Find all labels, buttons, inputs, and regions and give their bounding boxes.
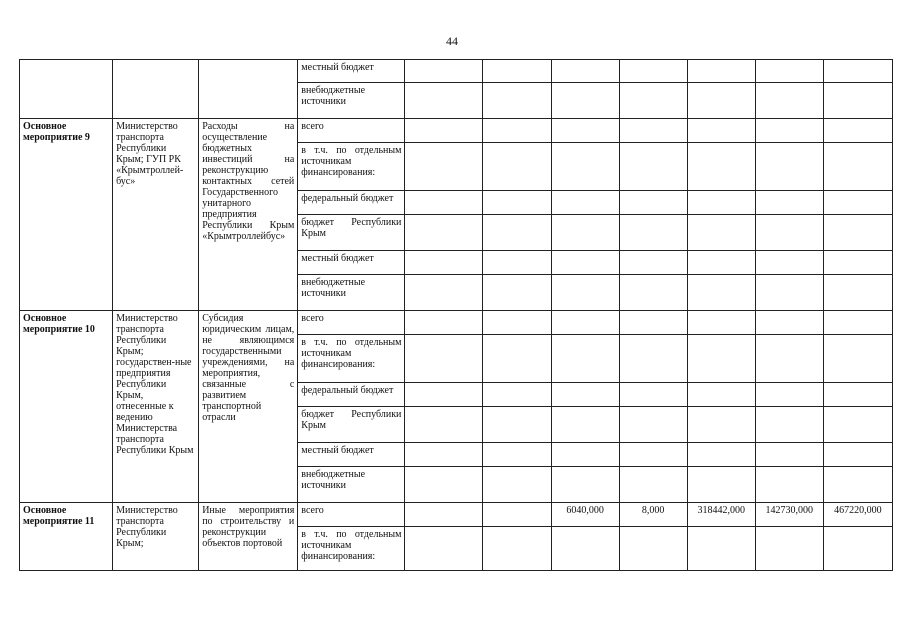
event-cell: Основное мероприятие 10 bbox=[20, 311, 113, 503]
value-cell bbox=[823, 311, 892, 335]
value-cell bbox=[551, 83, 619, 119]
value-cell bbox=[619, 191, 687, 215]
value-cell bbox=[551, 119, 619, 143]
value-cell bbox=[405, 143, 483, 191]
value-cell bbox=[551, 143, 619, 191]
value-cell bbox=[483, 275, 551, 311]
table-row bbox=[20, 503, 893, 527]
value-cell bbox=[619, 143, 687, 191]
source-cell: внебюджетные источники bbox=[298, 83, 405, 119]
value-cell bbox=[551, 527, 619, 571]
value-cell bbox=[755, 60, 823, 83]
value-cell bbox=[823, 383, 892, 407]
value-cell bbox=[823, 275, 892, 311]
executor-cell: Министерство транспорта Республики Крым; ГУП РК «Крымтроллей-бус» bbox=[113, 119, 199, 311]
value-cell bbox=[405, 119, 483, 143]
source-cell: федеральный бюджет bbox=[298, 191, 405, 215]
value-cell bbox=[619, 383, 687, 407]
value-cell: 467220,000 bbox=[823, 503, 892, 527]
value-cell bbox=[823, 527, 892, 571]
value-cell bbox=[823, 407, 892, 443]
value-cell bbox=[483, 335, 551, 383]
value-cell bbox=[405, 443, 483, 467]
value-cell bbox=[483, 503, 551, 527]
value-cell bbox=[619, 60, 687, 83]
value-cell bbox=[687, 215, 755, 251]
table-row bbox=[20, 119, 893, 143]
value-cell bbox=[823, 443, 892, 467]
value-cell bbox=[755, 335, 823, 383]
value-cell bbox=[405, 383, 483, 407]
value-cell bbox=[483, 143, 551, 191]
value-cell bbox=[405, 215, 483, 251]
source-cell: бюджет Республики Крым bbox=[298, 215, 405, 251]
value-cell bbox=[619, 215, 687, 251]
value-cell bbox=[405, 83, 483, 119]
value-cell bbox=[405, 251, 483, 275]
value-cell bbox=[551, 443, 619, 467]
executor-cell: Министерство транспорта Республики Крым; bbox=[113, 503, 199, 571]
value-cell bbox=[823, 467, 892, 503]
value-cell bbox=[823, 251, 892, 275]
value-cell bbox=[551, 251, 619, 275]
value-cell bbox=[551, 60, 619, 83]
value-cell bbox=[483, 467, 551, 503]
value-cell bbox=[551, 215, 619, 251]
value-cell bbox=[687, 143, 755, 191]
value-cell bbox=[619, 119, 687, 143]
value-cell bbox=[405, 191, 483, 215]
value-cell bbox=[823, 215, 892, 251]
description-cell: Субсидия юридическим лицам, не являющимся государственными учреждениями, на мероприятия, связанные с развитием транспортной отрасли bbox=[199, 311, 298, 503]
table-row bbox=[20, 60, 893, 83]
page-number: 44 bbox=[446, 34, 458, 48]
value-cell bbox=[755, 527, 823, 571]
value-cell: 6040,000 bbox=[551, 503, 619, 527]
value-cell bbox=[687, 527, 755, 571]
value-cell: 318442,000 bbox=[687, 503, 755, 527]
value-cell bbox=[687, 191, 755, 215]
source-cell: бюджет Республики Крым bbox=[298, 407, 405, 443]
value-cell bbox=[687, 383, 755, 407]
value-cell bbox=[551, 335, 619, 383]
description-cell: Расходы на осуществление бюджетных инвестиций на реконструкцию контактных сетей Государственного унитарного предприятия Республики Крым «Крымтроллейбус» bbox=[199, 119, 298, 311]
source-cell: всего bbox=[298, 119, 405, 143]
value-cell bbox=[687, 275, 755, 311]
value-cell bbox=[551, 275, 619, 311]
value-cell bbox=[483, 383, 551, 407]
event-cell: Основное мероприятие 9 bbox=[20, 119, 113, 311]
value-cell bbox=[755, 407, 823, 443]
source-cell: в т.ч. по отдельным источникам финансирования: bbox=[298, 143, 405, 191]
value-cell bbox=[823, 83, 892, 119]
event-cell bbox=[20, 60, 113, 119]
value-cell bbox=[619, 311, 687, 335]
source-cell: внебюджетные источники bbox=[298, 275, 405, 311]
table-row bbox=[20, 311, 893, 335]
source-cell: федеральный бюджет bbox=[298, 383, 405, 407]
source-cell: всего bbox=[298, 311, 405, 335]
value-cell bbox=[483, 527, 551, 571]
value-cell bbox=[823, 191, 892, 215]
source-cell: местный бюджет bbox=[298, 251, 405, 275]
value-cell bbox=[483, 215, 551, 251]
value-cell bbox=[687, 251, 755, 275]
value-cell bbox=[823, 60, 892, 83]
value-cell bbox=[551, 311, 619, 335]
value-cell bbox=[619, 467, 687, 503]
value-cell bbox=[619, 527, 687, 571]
value-cell bbox=[619, 335, 687, 383]
value-cell bbox=[823, 143, 892, 191]
executor-cell bbox=[113, 60, 199, 119]
value-cell bbox=[823, 119, 892, 143]
value-cell bbox=[755, 83, 823, 119]
value-cell bbox=[755, 467, 823, 503]
value-cell bbox=[619, 83, 687, 119]
source-cell: в т.ч. по отдельным источникам финансирования: bbox=[298, 527, 405, 571]
value-cell bbox=[687, 311, 755, 335]
value-cell bbox=[687, 335, 755, 383]
value-cell bbox=[483, 311, 551, 335]
value-cell bbox=[755, 191, 823, 215]
value-cell bbox=[755, 119, 823, 143]
value-cell bbox=[687, 443, 755, 467]
value-cell bbox=[405, 527, 483, 571]
description-cell: Иные мероприятия по строительству и реконструкции объектов портовой bbox=[199, 503, 298, 571]
value-cell bbox=[687, 83, 755, 119]
value-cell bbox=[483, 83, 551, 119]
value-cell bbox=[687, 407, 755, 443]
value-cell bbox=[483, 60, 551, 83]
value-cell bbox=[405, 60, 483, 83]
value-cell bbox=[687, 60, 755, 83]
value-cell bbox=[551, 407, 619, 443]
value-cell bbox=[755, 275, 823, 311]
value-cell bbox=[405, 467, 483, 503]
value-cell bbox=[755, 383, 823, 407]
source-cell: всего bbox=[298, 503, 405, 527]
value-cell bbox=[619, 407, 687, 443]
executor-cell: Министерство транспорта Республики Крым; государствен-ные предприятия Республики Крым, отнесенные к ведению Министерства транспорта Республики Крым bbox=[113, 311, 199, 503]
value-cell bbox=[755, 215, 823, 251]
value-cell bbox=[755, 443, 823, 467]
value-cell bbox=[619, 251, 687, 275]
value-cell bbox=[687, 467, 755, 503]
source-cell: местный бюджет bbox=[298, 60, 405, 83]
value-cell bbox=[405, 503, 483, 527]
value-cell bbox=[551, 191, 619, 215]
value-cell bbox=[755, 311, 823, 335]
value-cell bbox=[755, 251, 823, 275]
value-cell bbox=[405, 311, 483, 335]
source-cell: местный бюджет bbox=[298, 443, 405, 467]
value-cell bbox=[483, 251, 551, 275]
value-cell bbox=[483, 191, 551, 215]
description-cell bbox=[199, 60, 298, 119]
value-cell bbox=[755, 143, 823, 191]
value-cell: 8,000 bbox=[619, 503, 687, 527]
event-cell: Основное мероприятие 11 bbox=[20, 503, 113, 571]
value-cell bbox=[551, 383, 619, 407]
source-cell: в т.ч. по отдельным источникам финансирования: bbox=[298, 335, 405, 383]
value-cell bbox=[483, 443, 551, 467]
value-cell bbox=[687, 119, 755, 143]
value-cell bbox=[551, 467, 619, 503]
value-cell bbox=[823, 335, 892, 383]
value-cell bbox=[483, 407, 551, 443]
value-cell bbox=[619, 275, 687, 311]
value-cell: 142730,000 bbox=[755, 503, 823, 527]
value-cell bbox=[483, 119, 551, 143]
value-cell bbox=[405, 335, 483, 383]
value-cell bbox=[405, 407, 483, 443]
source-cell: внебюджетные источники bbox=[298, 467, 405, 503]
value-cell bbox=[405, 275, 483, 311]
value-cell bbox=[619, 443, 687, 467]
financing-table bbox=[19, 59, 893, 571]
